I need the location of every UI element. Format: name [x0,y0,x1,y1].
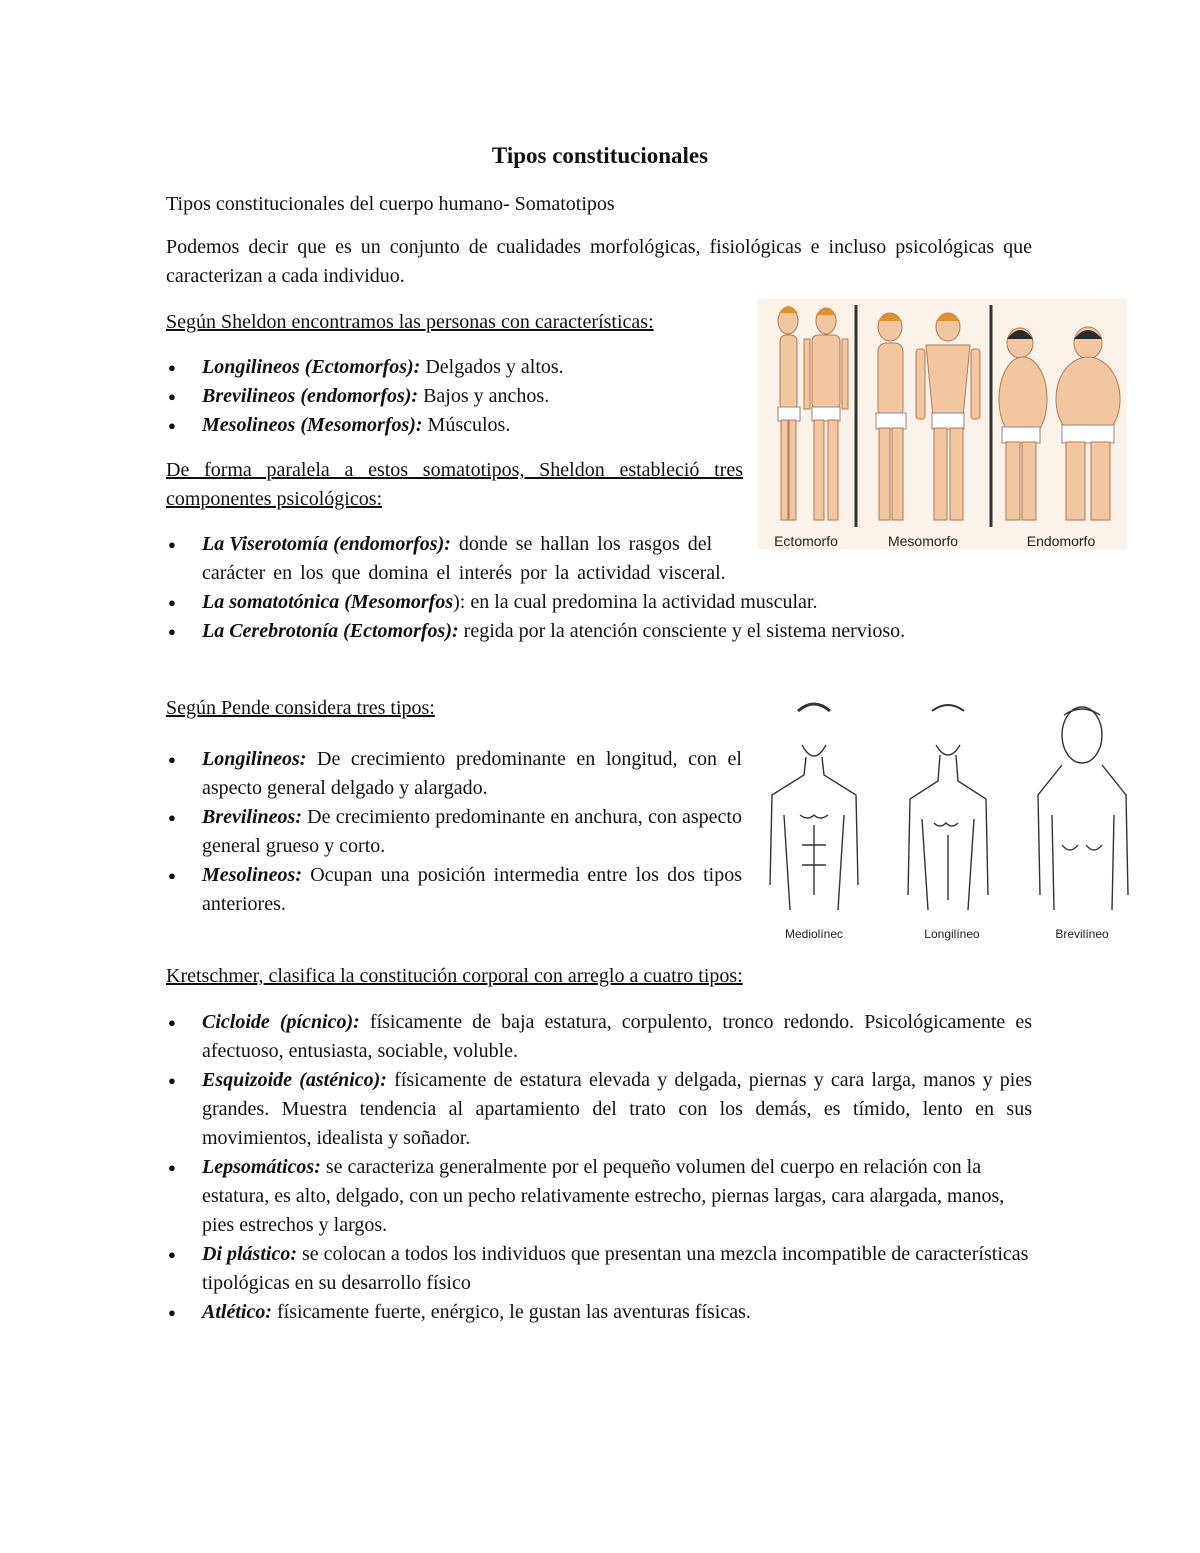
figure-label: Mediolínec [784,927,844,941]
term: Di plástico: [202,1243,297,1265]
term: Esquizoide (asténico): [202,1069,387,1091]
figure-label: Mesomorfo [887,533,959,549]
brevilineo-figure [1038,707,1128,910]
page-title: Tipos constitucionales [491,143,709,168]
list-item [166,803,742,861]
list-item [166,353,746,382]
list-item [166,588,1032,617]
intro-paragraph: Podemos decir que es un conjunto de cualidades morfológicas, fisiológicas e incluso psicológicas que caracterizan a cada individuo. [166,236,1032,287]
list-item [166,1240,1032,1298]
term-tail: ) [453,591,460,613]
figure-label: Endomorfo [1026,533,1096,549]
definition: Músculos. [422,414,511,436]
definition: se caracteriza generalmente por el pequeño volumen del cuerpo en relación con la estatura, es alto, delgado, con un pecho relativamente estrecho, piernas largas, cara alargada, manos, pies estrechos y largos. [202,1156,1005,1236]
sheldon-heading: Según Sheldon encontramos las personas con características: [166,311,654,333]
definition: físicamente de baja estatura, corpulento, tronco redondo. Psicológicamente es afectuoso, entusiasta, sociable, voluble. [202,1011,1033,1062]
definition: Ocupan una posición intermedia entre los dos tipos anteriores. [202,864,742,915]
pende-types-figure [762,695,1147,950]
kretschmer-list [166,1008,1032,1327]
list-item [166,861,742,919]
term: Lepsomáticos: [202,1156,321,1178]
definition: donde se hallan los rasgos del carácter en los que domina el interés por la actividad visceral. [202,533,726,584]
sheldon-list [166,353,746,440]
term: Mesolineos (Mesomorfos): [202,414,423,436]
term: Brevilineos: [202,806,302,828]
list-item [166,745,742,803]
definition: regida por la atención consciente y el sistema nervioso. [458,620,906,642]
list-item [166,1153,1032,1240]
longilineo-figure [908,705,988,910]
term: La Viserotomía (endomorfos): [202,533,451,555]
definition: De crecimiento predominante en anchura, con aspecto general grueso y corto. [202,806,742,857]
term: La somatotónica (Mesomorfos [202,591,454,613]
definition: : en la cual predomina la actividad muscular. [459,591,818,613]
sheldon-heading-2: De forma paralela a estos somatotipos, Sheldon estableció tres componentes psicológicos: [166,459,743,510]
term: Brevilineos (endomorfos): [202,385,419,407]
mediolineo-figure [770,704,858,910]
term: Longilineos (Ectomorfos): [202,356,421,378]
figure-label: Brevilíneo [1055,927,1109,941]
figure-label: Ectomorfo [774,533,838,549]
list-item [166,382,746,411]
definition: De crecimiento predominante en longitud, con el aspecto general delgado y alargado. [202,748,742,799]
list-item [166,1298,1032,1327]
definition: físicamente fuerte, enérgico, le gustan las aventuras físicas. [271,1301,751,1323]
definition: Bajos y anchos. [418,385,550,407]
pende-heading: Según Pende considera tres tipos: [166,697,435,719]
pende-list [166,745,742,919]
somatotype-illustration [758,299,1127,549]
subtitle: Tipos constitucionales del cuerpo humano- Somatotipos [166,193,615,215]
term: La Cerebrotonía (Ectomorfos): [202,620,459,642]
list-item [166,1008,1032,1066]
term: Cicloide (pícnico): [202,1011,360,1033]
term: Atlético: [202,1301,272,1323]
term: Mesolineos: [202,864,302,886]
definition: se colocan a todos los individuos que presentan una mezcla incompatible de características tipológicas en su desarrollo físico [202,1243,1029,1294]
figure-label: Longilíneo [924,927,980,941]
definition: físicamente de estatura elevada y delgada, piernas y cara larga, manos y pies grandes. Muestra tendencia al apartamiento del trato con los demás, es tímido, lento en sus movimientos, idealista y soñador. [202,1069,1032,1149]
list-item [166,1066,1032,1153]
kretschmer-heading: Kretschmer, clasifica la constitución corporal con arreglo a cuatro tipos: [166,965,743,987]
list-item [166,617,1032,646]
pende-illustration [762,695,1147,950]
term: Longilineos: [202,748,307,770]
sheldon-somatotypes-figure [758,299,1127,549]
list-item [166,411,746,440]
definition: Delgados y altos. [420,356,564,378]
